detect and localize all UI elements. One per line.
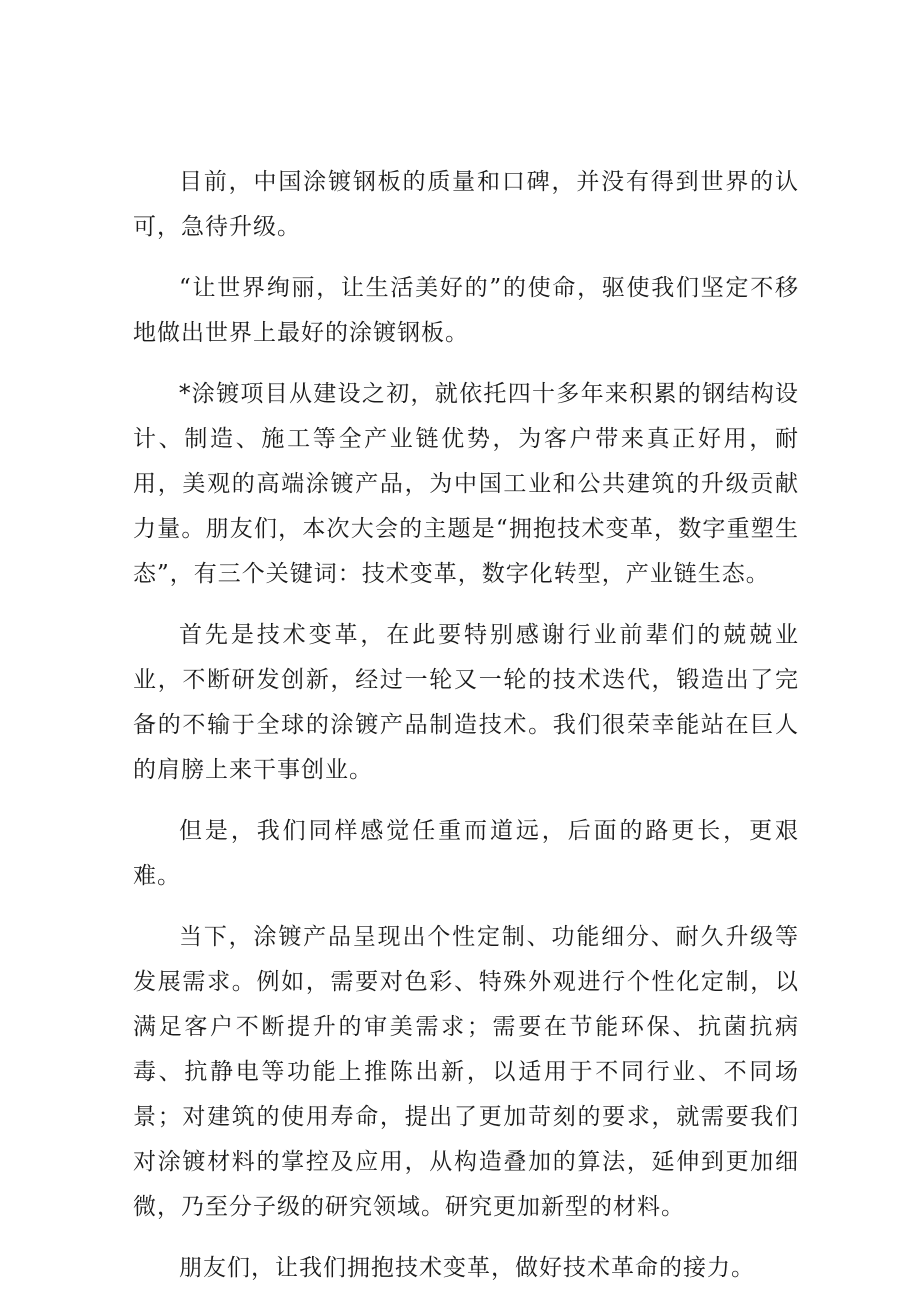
paragraph-3: *涂镀项目从建设之初，就依托四十多年来积累的钢结构设计、制造、施工等全产业链优势，为客户带来真正好用，耐用，美观的高端涂镀产品，为中国工业和公共建筑的升级贡献力量。朋友们，本次大会的主题是“拥抱技术变革，数字重塑生态”，有三个关键词：技术变革，数字化转型，产业链生态。 bbox=[133, 381, 799, 587]
paragraph-7: 朋友们，让我们拥抱技术变革，做好技术革命的接力。 bbox=[179, 1255, 755, 1281]
paragraph-1: 目前，中国涂镀钢板的质量和口碑，并没有得到世界的认可，急待升级。 bbox=[133, 169, 799, 240]
paragraph-2: “让世界绚丽，让生活美好的”的使命，驱使我们坚定不移地做出世界上最好的涂镀钢板。 bbox=[133, 275, 799, 346]
paragraph-5: 但是，我们同样感觉任重而道远，后面的路更长，更艰难。 bbox=[133, 818, 799, 889]
document-body bbox=[133, 160, 799, 1307]
paragraph-6: 当下，涂镀产品呈现出个性定制、功能细分、耐久升级等发展需求。例如，需要对色彩、特殊外观进行个性化定制，以满足客户不断提升的审美需求；需要在节能环保、抗菌抗病毒、抗静电等功能上推陈出新，以适用于不同行业、不同场景；对建筑的使用寿命，提出了更加苛刻的要求，就需要我们对涂镀材料的掌控及应用，从构造叠加的算法，延伸到更加细微，乃至分子级的研究领域。研究更加新型的材料。 bbox=[133, 924, 799, 1220]
paragraph-4: 首先是技术变革，在此要特别感谢行业前辈们的兢兢业业，不断研发创新，经过一轮又一轮的技术迭代，锻造出了完备的不输于全球的涂镀产品制造技术。我们很荣幸能站在巨人的肩膀上来干事创业。 bbox=[133, 622, 799, 783]
